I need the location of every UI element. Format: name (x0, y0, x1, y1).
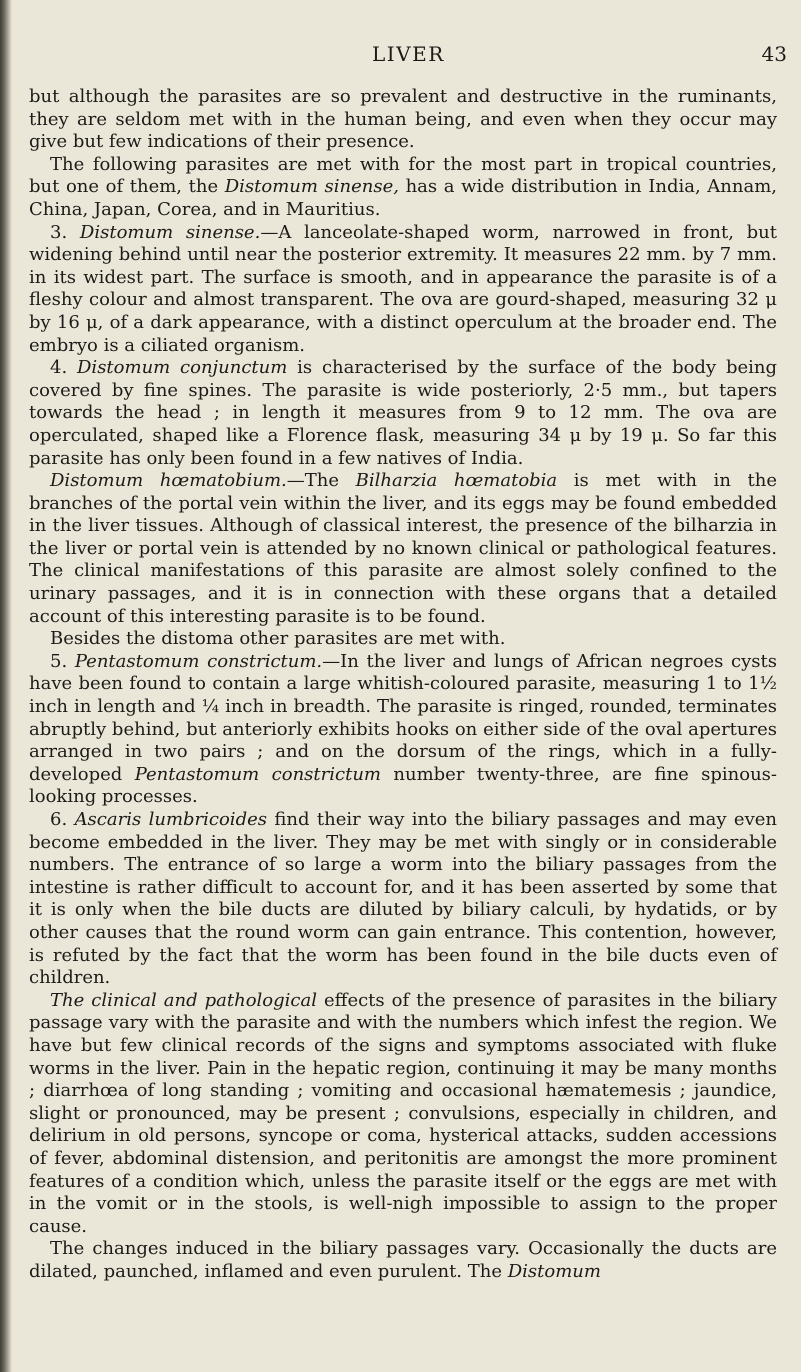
paragraph (29, 990, 777, 1239)
emphasized-phrase: The clinical and pathological (50, 989, 317, 1011)
paragraph (29, 222, 777, 358)
page-header (0, 42, 801, 72)
text-run: The following parasites are met with for the most part in tropical countries, but one of them, the (29, 153, 777, 198)
species-name: Distomum sinense. (79, 221, 261, 243)
text-run: —The (286, 470, 356, 492)
paragraph (29, 628, 777, 651)
text-run: has a wide distribution in India, Annam, China, Japan, Corea, and in Mauritius. (29, 176, 777, 220)
text-run: —In the liver and lungs of African negroes cysts have been found to contain a large whitish-coloured parasite, measuring 1 to 1½ inch in length and ¼ inch in breadth. The parasite is ringed, rounded, terminates abruptly behind, but anteriorly exhibits hooks on either side of the oval apertures arranged in two pairs ; and on the dorsum of the rings, which in a fully-developed (29, 650, 777, 785)
species-name: Distomum hœmatobium. (50, 470, 287, 492)
species-name: Pentastomum constrictum. (74, 650, 323, 672)
paragraph (29, 470, 777, 628)
section-number: 6. (50, 809, 75, 830)
text-run: is met with in the branches of the portal vein within the liver, and its eggs may be found embedded in the liver tissues. Although of classical interest, the presence of the bilharzia in the liver or portal vein is attended by no known clinical or pathological features. The clinical manifestations of this parasite are almost solely confined to the urinary passages, and it is in connection with these organs that a detailed account of this interesting parasite is to be found. (29, 470, 777, 627)
section-number: 3. (50, 221, 80, 243)
species-name: Pentastomum constrictum (134, 763, 381, 785)
text-run: is characterised by the surface of the body being covered by fine spines. The parasite is wide posteriorly, 2·5 mm., but tapers towards the head ; in length it measures from 9 to 12 mm. The ova are operculated, shaped like a Florence flask, measuring 34 μ by 19 μ. So far this parasite has only been found in a few natives of India. (29, 357, 777, 469)
paragraph (29, 86, 777, 154)
paragraph (29, 1238, 777, 1283)
text-run: —A lanceolate-shaped worm, narrowed in front, but widening behind until near the posterior extremity. It measures 22 mm. by 7 mm. in its widest part. The surface is smooth, and in appearance the parasite is of a fleshy colour and almost transparent. The ova are gourd-shaped, measuring 32 μ by 16 μ, of a dark appearance, with a distinct operculum at the broader end. The embryo is a ciliated organism. (29, 221, 777, 356)
text-run: number twenty-three, are fine spinous-looking processes. (29, 763, 777, 808)
species-name: Distomum (507, 1260, 601, 1282)
paragraph (29, 154, 777, 222)
section-number: 5. (50, 650, 75, 672)
species-name: Distomum sinense, (224, 176, 399, 198)
species-name: Ascaris lumbricoides (74, 809, 267, 830)
species-name: Distomum conjunctum (77, 357, 288, 379)
text-run: The changes induced in the biliary passages vary. Occasionally the ducts are dilated, paunched, inflamed and even purulent. The (29, 1238, 777, 1282)
section-number: 4. (50, 357, 77, 379)
text-run: but although the parasites are so prevalent and destructive in the ruminants, they are seldom met with in the human being, and even when they occur may give but few indications of their presence. (29, 86, 777, 153)
text-run: Besides the distoma other parasites are met with. (50, 628, 506, 650)
page-number: 43 (761, 42, 787, 66)
paragraph (29, 357, 777, 470)
paragraph (29, 809, 777, 990)
paragraph (29, 651, 777, 809)
text-run: find their way into the biliary passages and may even become embedded in the liver. They may be met with singly or in considerable numbers. The entrance of so large a worm into the biliary passages from the intestine is rather difficult to account for, and it has been asserted by some that it is only when the bile ducts are diluted by biliary calculi, by hydatids, or by other causes that the round worm can gain entrance. This contention, however, is refuted by the fact that the worm has been found in the bile ducts even of children. (29, 809, 777, 989)
running-head: LIVER (372, 42, 445, 66)
body-text (29, 86, 777, 1283)
page-binding-edge (0, 0, 12, 1372)
species-name: Bilharzia hœmatobia (355, 470, 558, 492)
text-run: effects of the presence of parasites in the biliary passage vary with the parasite and with the numbers which infest the region. We have but few clinical records of the signs and symptoms associated with fluke worms in the liver. Pain in the hepatic region, continuing it may be many months ; diarrhœa of long standing ; vomiting and occasional hæmatemesis ; jaundice, slight or pronounced, may be present ; convulsions, especially in children, and delirium in old persons, syncope or coma, hysterical attacks, sudden accessions of fever, abdominal distension, and peritonitis are amongst the more prominent features of a condition which, unless the parasite itself or the eggs are met with in the vomit or in the stools, is well-nigh impossible to assign to the proper cause. (29, 989, 777, 1237)
